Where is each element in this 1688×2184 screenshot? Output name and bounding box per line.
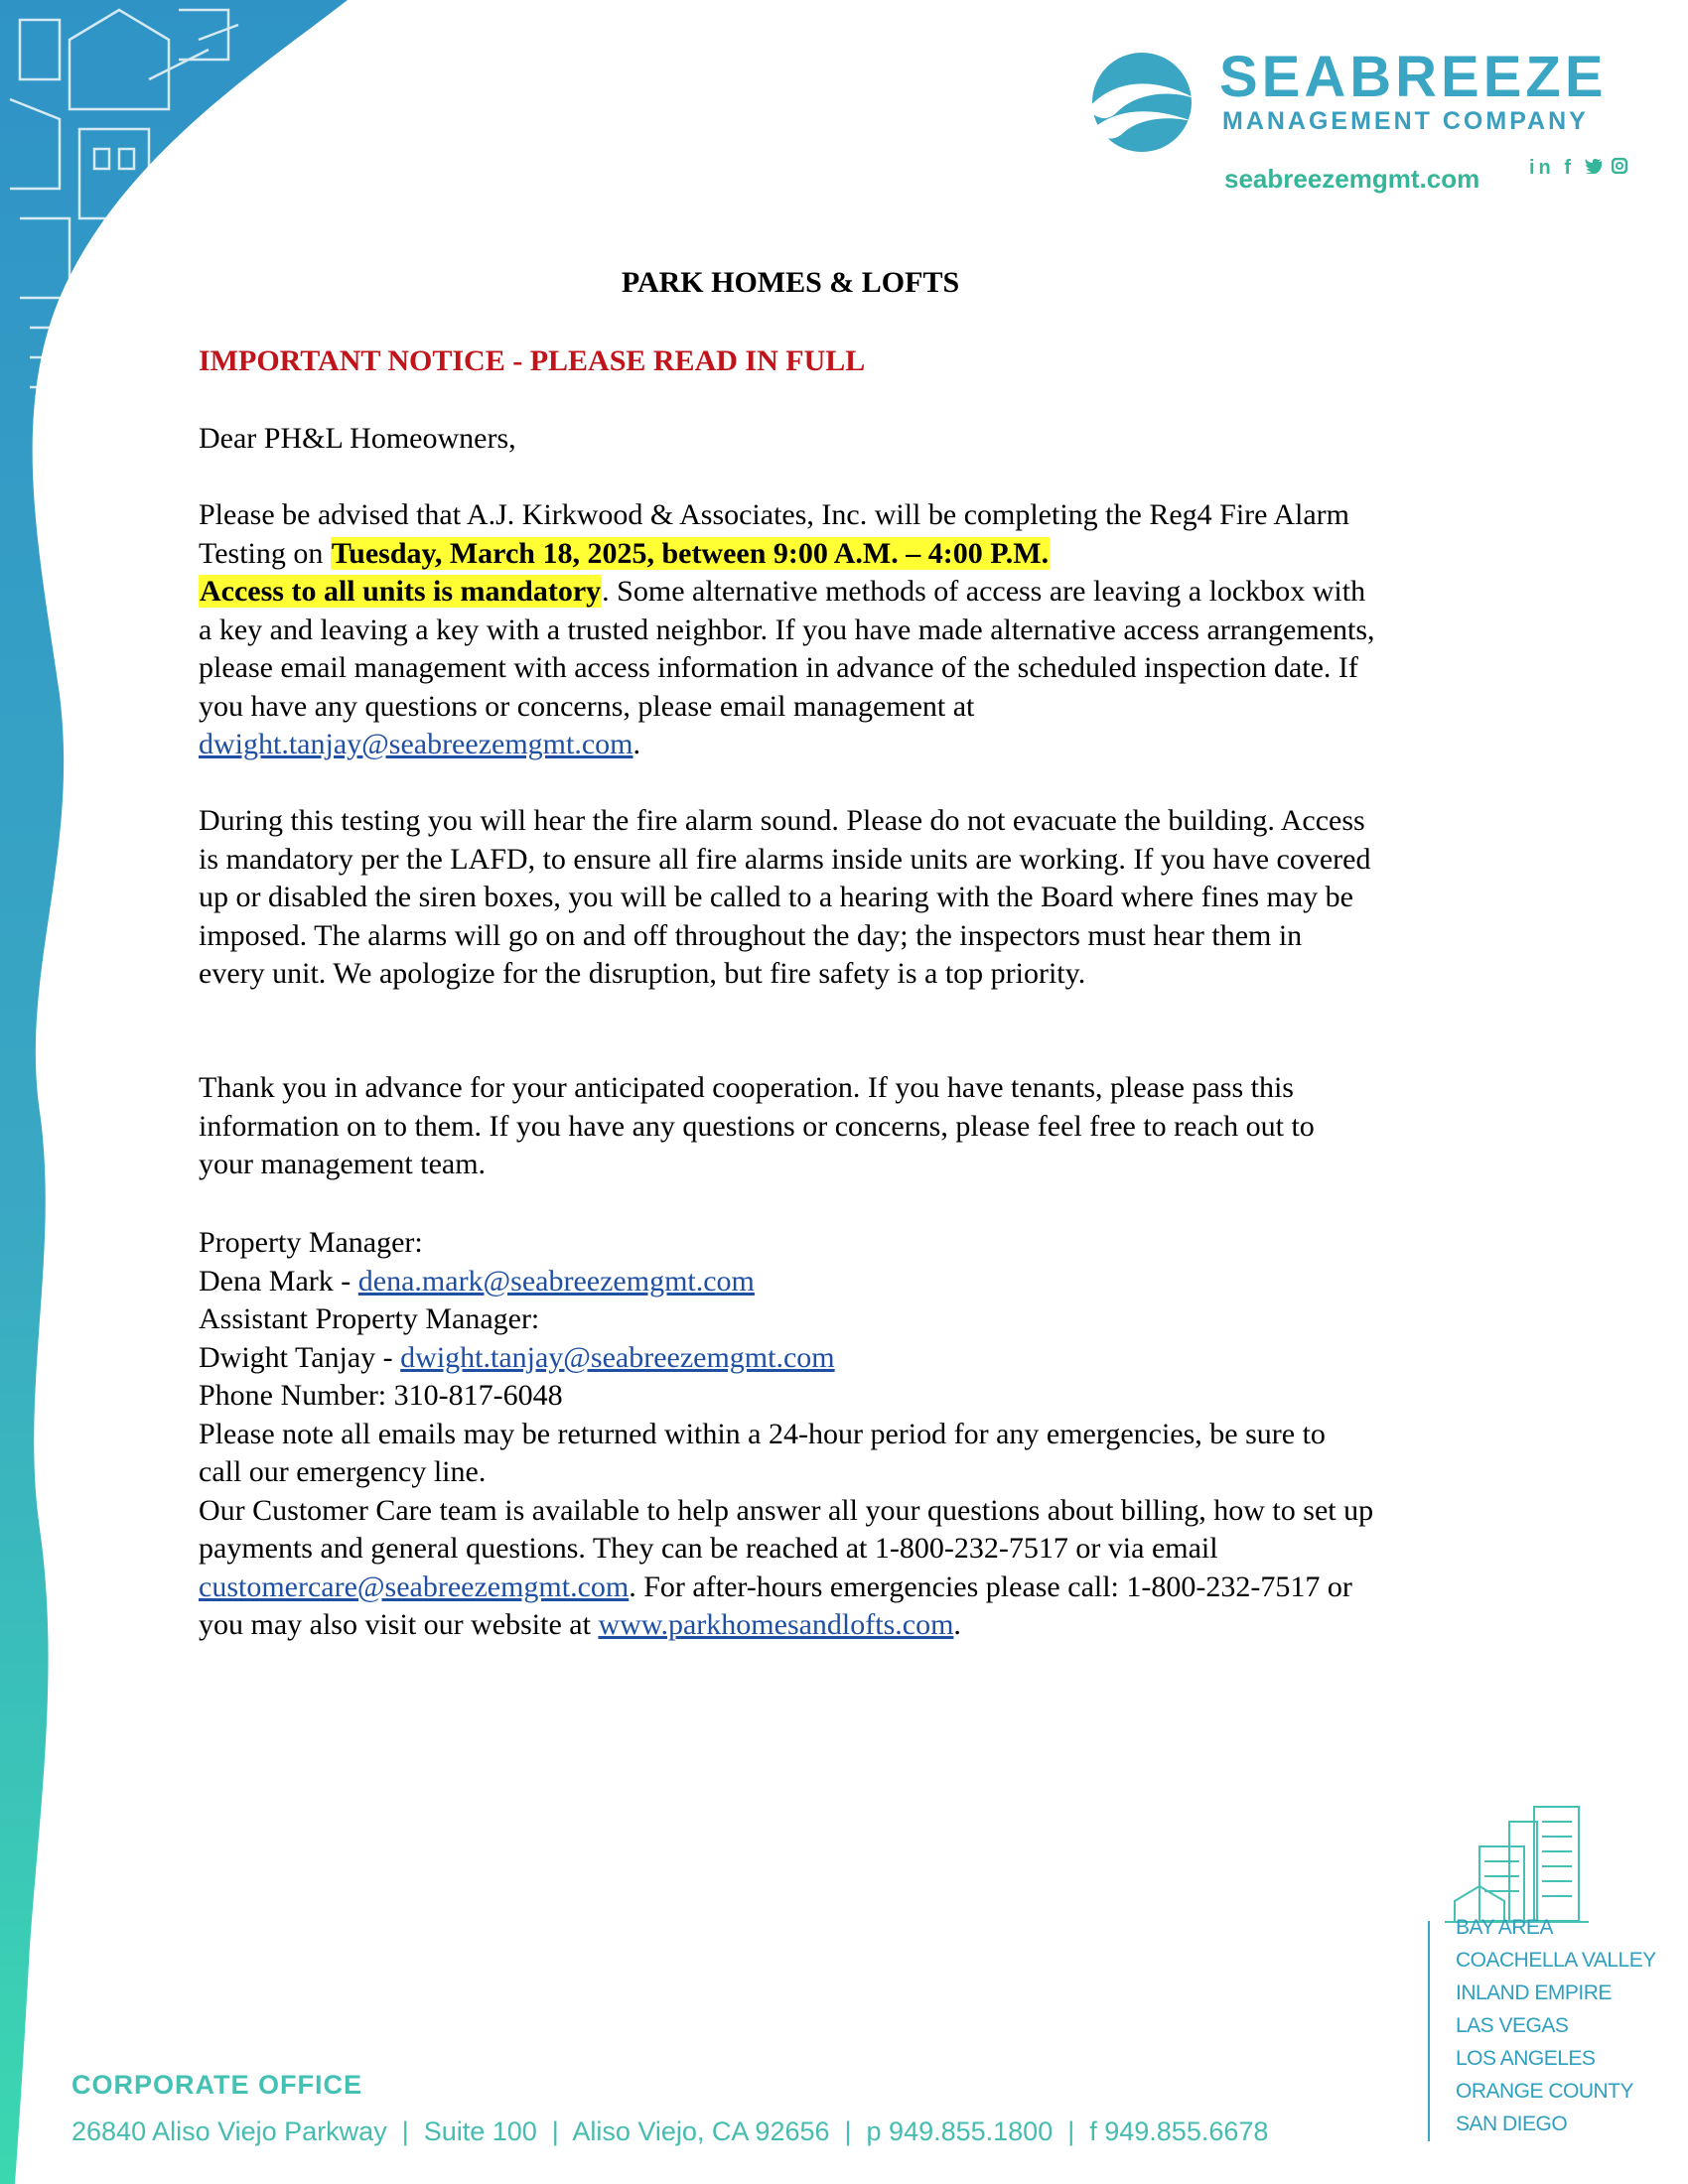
paragraph-testing-schedule [199, 496, 1375, 764]
building-icon [1445, 1807, 1589, 1922]
highlight-access: Access to all units is mandatory [200, 575, 602, 608]
corporate-office-label: CORPORATE OFFICE [71, 2070, 363, 2100]
contact-block [199, 1224, 1375, 1645]
salutation: Dear PH&L Homeowners, [199, 422, 516, 455]
region-item: LOS ANGELES [1456, 2047, 1596, 2070]
care-text: Our Customer Care team is available to help answer all your questions about billing, how to set up payments and general questions. They can be reached at 1-800-232-7517 or via email [199, 1493, 1374, 1565]
social-icons [1529, 157, 1627, 180]
notice-heading: IMPORTANT NOTICE - PLEASE READ IN FULL [199, 344, 866, 377]
region-item: COACHELLA VALLEY [1456, 1949, 1656, 1972]
email-link-customercare[interactable]: customercare@seabreezemgmt.com [199, 1570, 630, 1603]
pm-label: Property Manager: [199, 1226, 423, 1259]
property-title: PARK HOMES & LOFTS [621, 266, 960, 299]
brand-subtitle: MANAGEMENT COMPANY [1222, 107, 1589, 135]
email-link-dena[interactable]: dena.mark@seabreezemgmt.com [357, 1264, 755, 1297]
after-hours-text: . For after-hours emergencies please call: 1-800-232-7517 or you may also visit our website at [199, 1570, 1352, 1641]
para1-intro: Please be advised that A.J. Kirkwood & Associates, Inc. will be completing the Reg4 Fire Alarm Testing on [199, 498, 1349, 570]
email-link-dwight-contact[interactable]: dwight.tanjay@seabreezemgmt.com [400, 1340, 835, 1374]
twitter-icon[interactable] [1585, 157, 1613, 179]
email-link-dwight[interactable]: dwight.tanjay@seabreezemgmt.com [199, 728, 633, 760]
instagram-icon[interactable] [1612, 157, 1627, 179]
corporate-address: 26840 Aliso Viejo Parkway | Suite 100 | Aliso Viejo, CA 92656 | p 949.855.1800 | f 949.855.6678 [71, 2116, 1269, 2146]
seabreeze-logo-mark [1087, 53, 1196, 152]
region-item: BAY AREA [1456, 1916, 1553, 1939]
paragraph-alarm-details: During this testing you will hear the fire alarm sound. Please do not evacuate the building. Access is mandatory per the LAFD, to ensure all fire alarms inside units are working. If you have covered up or disabled the siren boxes, you will be called to a hearing with the Board where fines may be imposed. The alarms will go on and off throughout the day; the inspectors must hear them in every unit. We apologize for the disruption, but fire safety is a top priority. [199, 804, 1371, 990]
apm-line [199, 1339, 1375, 1378]
website-link[interactable]: www.parkhomesandlofts.com [598, 1608, 954, 1641]
region-item: ORANGE COUNTY [1456, 2080, 1634, 2103]
region-item: LAS VEGAS [1456, 2014, 1569, 2037]
pm-name: Dena Mark - [199, 1264, 358, 1297]
highlight-date: Tuesday, March 18, 2025, between 9:00 A.M. – 4:00 P.M. [331, 536, 1050, 570]
email-note: Please note all emails may be returned within a 24-hour period for any emergencies, be sure to call our emergency line. [199, 1417, 1326, 1488]
para1-body: . Some alternative methods of access are leaving a lockbox with a key and leaving a key with a trusted neighbor. If you have made alternative access arrangements, please email management with access information in advance of the scheduled inspection date. If you have any questions or concerns, please email management at [199, 575, 1375, 723]
apm-label: Assistant Property Manager: [199, 1302, 540, 1335]
apm-name: Dwight Tanjay - [199, 1340, 401, 1374]
region-item: INLAND EMPIRE [1456, 1981, 1612, 2004]
facebook-icon[interactable]: f [1564, 157, 1576, 179]
brand-website-link[interactable]: seabreezemgmt.com [1224, 164, 1480, 194]
pm-line [199, 1263, 1375, 1301]
region-item: SAN DIEGO [1456, 2113, 1568, 2135]
para1-end: . [633, 728, 640, 760]
phone-number: Phone Number: 310-817-6048 [199, 1379, 563, 1412]
linkedin-icon[interactable]: in [1529, 157, 1555, 179]
regions-list [1456, 1911, 1656, 2140]
regions-divider [1428, 1921, 1430, 2141]
contacts-end: . [953, 1608, 961, 1641]
brand-name: SEABREEZE [1219, 45, 1608, 109]
customer-care-info [199, 1492, 1375, 1645]
paragraph-thanks: Thank you in advance for your anticipated cooperation. If you have tenants, please pass this information on to them. If you have any questions or concerns, please feel free to reach out to your management team. [199, 1071, 1315, 1180]
